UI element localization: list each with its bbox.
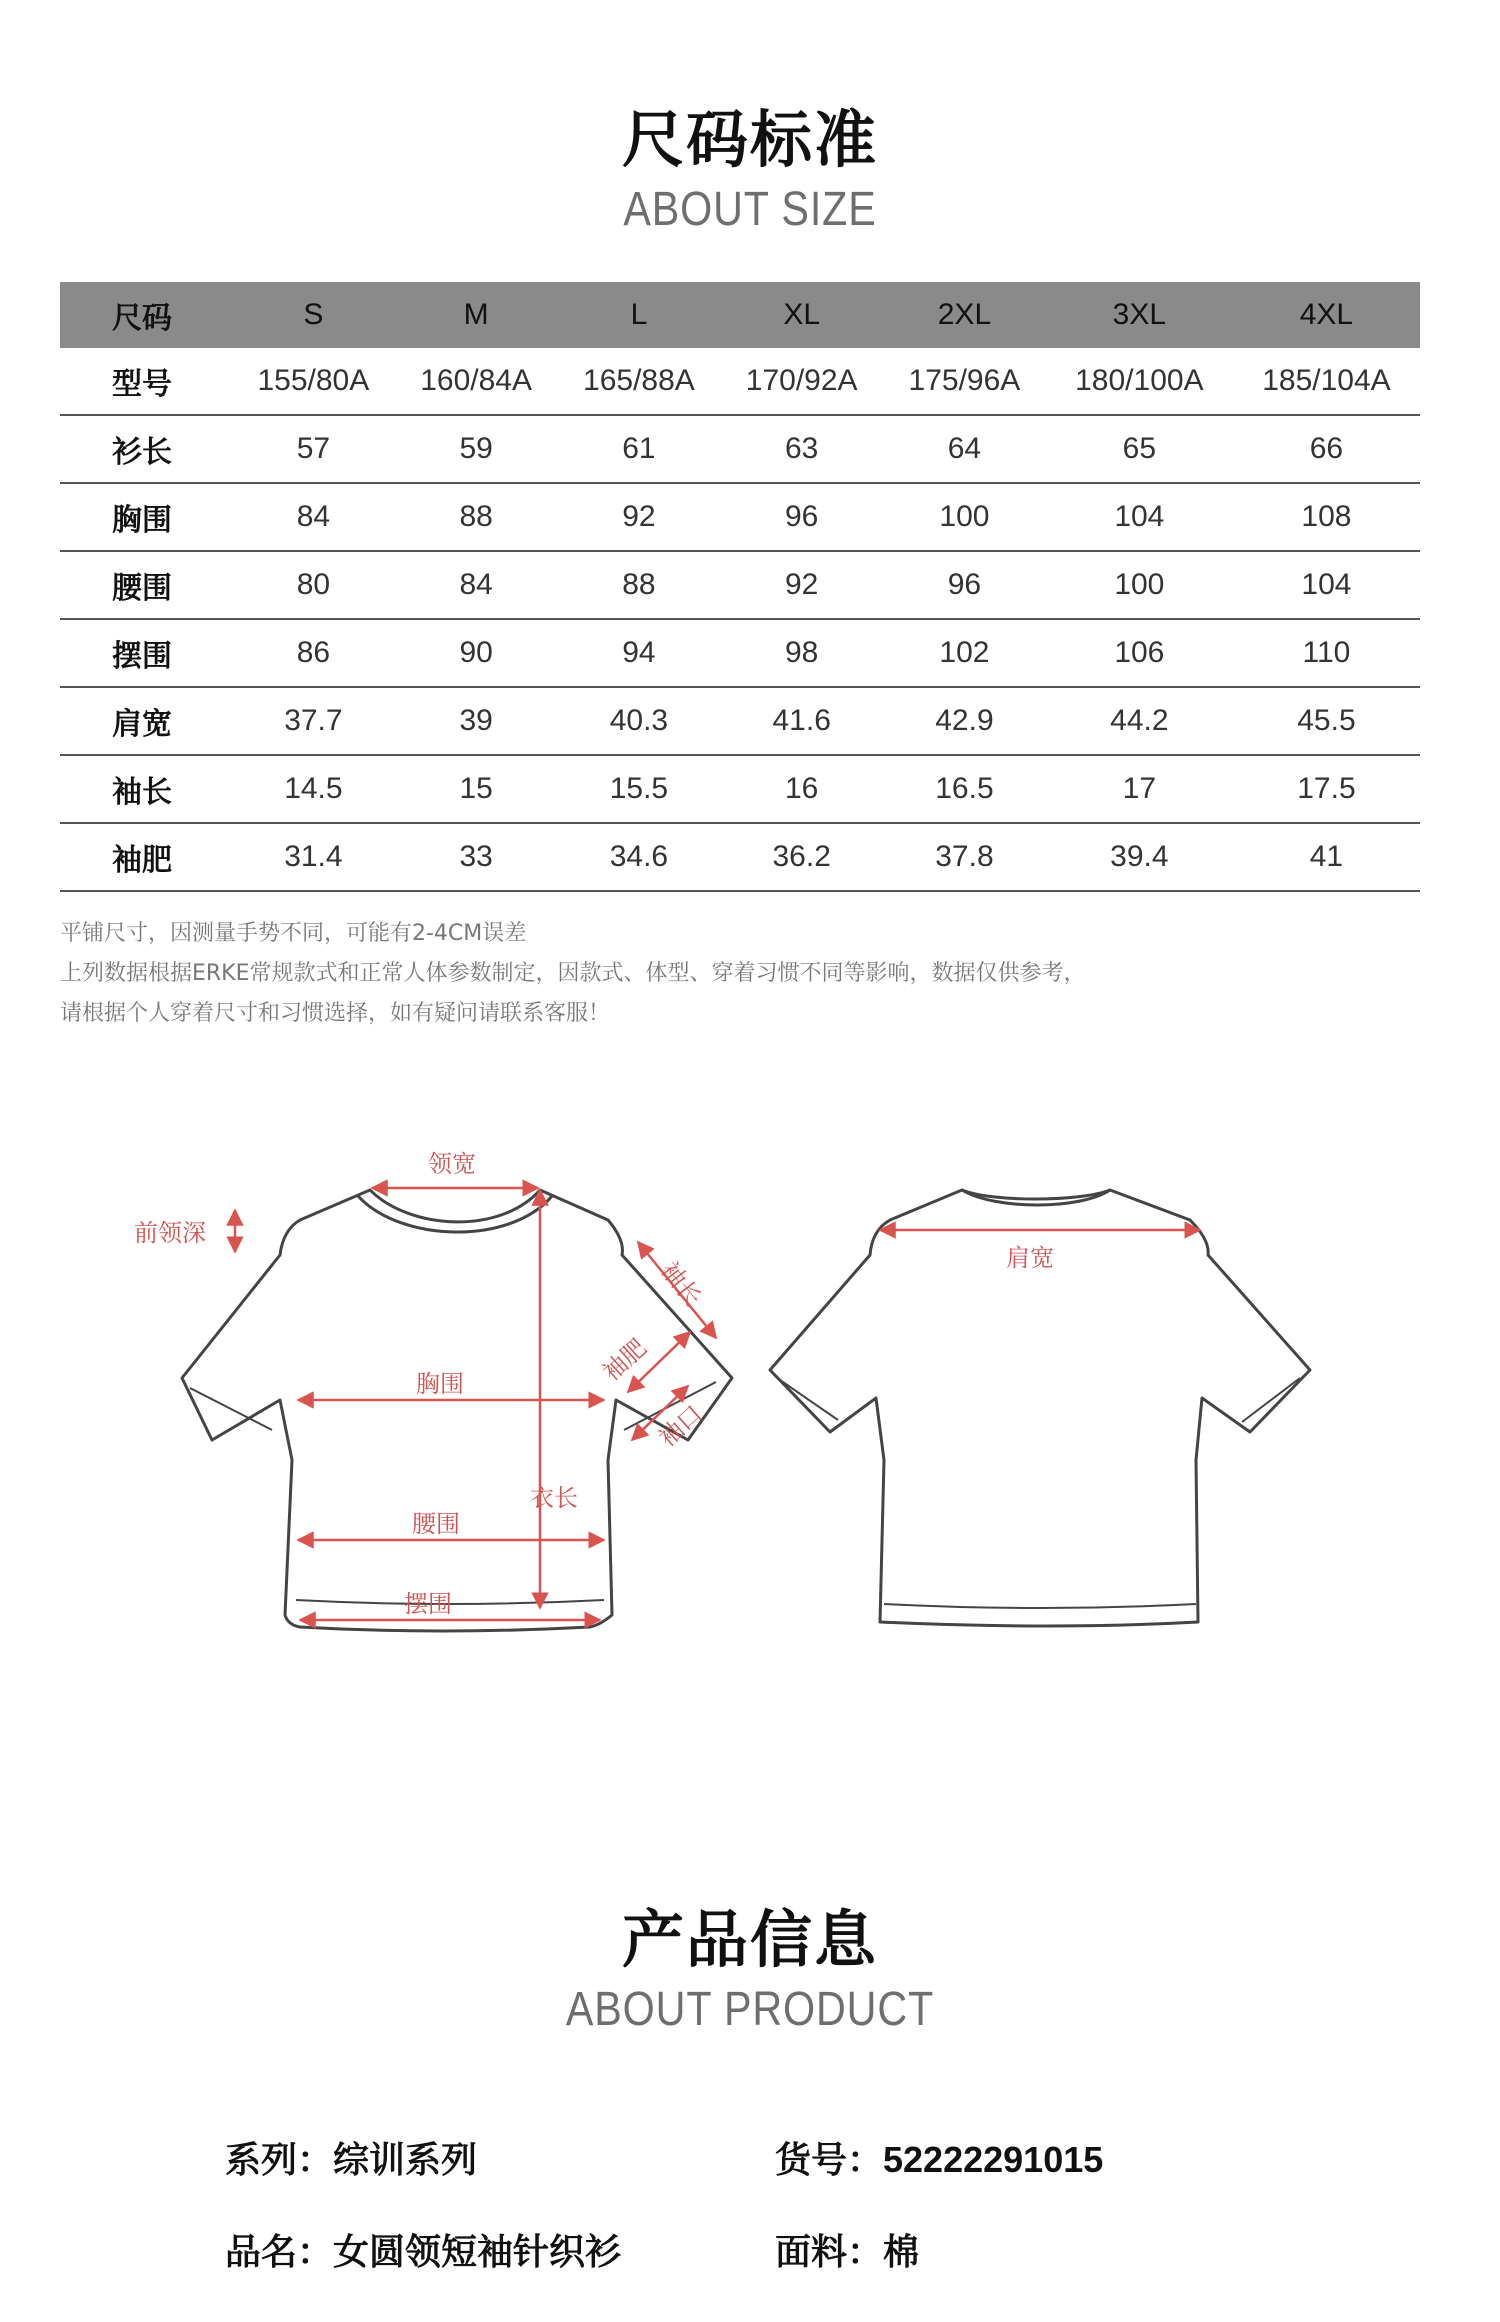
table-cell: 41: [1233, 823, 1420, 891]
table-cell: 45.5: [1233, 687, 1420, 755]
label-cuff: 袖口: [653, 1399, 708, 1453]
table-row: [60, 823, 1420, 891]
table-row: [60, 348, 1420, 415]
table-cell: 102: [883, 619, 1046, 687]
table-cell: 34.6: [558, 823, 721, 891]
table-row: [60, 619, 1420, 687]
name-label: 品名：: [225, 2232, 334, 2273]
table-cell: 110: [1233, 619, 1420, 687]
row-label: 袖长: [60, 755, 232, 823]
table-cell: 170/92A: [720, 348, 883, 415]
tshirt-measurement-diagram: [0, 1130, 1500, 1780]
table-cell: 90: [395, 619, 558, 687]
table-cell: 88: [558, 551, 721, 619]
table-cell: 42.9: [883, 687, 1046, 755]
product-section-title: 产品信息: [621, 1903, 878, 1976]
table-cell: 31.4: [232, 823, 395, 891]
size-section-title: 尺码标准: [621, 103, 878, 176]
size-table-header: [60, 282, 1420, 348]
header-cell: XL: [720, 282, 883, 348]
table-row: [60, 551, 1420, 619]
table-cell: 17.5: [1233, 755, 1420, 823]
table-cell: 96: [720, 483, 883, 551]
row-label: 胸围: [60, 483, 232, 551]
table-row: [60, 415, 1420, 483]
size-section-subtitle: ABOUT SIZE: [623, 183, 877, 236]
table-cell: 37.7: [232, 687, 395, 755]
label-sleeve-width: 袖肥: [597, 1333, 652, 1387]
table-cell: 84: [232, 483, 395, 551]
table-cell: 57: [232, 415, 395, 483]
item-no-value: 52222291015: [883, 2139, 1104, 2180]
table-cell: 15.5: [558, 755, 721, 823]
table-cell: 14.5: [232, 755, 395, 823]
table-cell: 92: [720, 551, 883, 619]
table-cell: 15: [395, 755, 558, 823]
table-cell: 66: [1233, 415, 1420, 483]
table-cell: 80: [232, 551, 395, 619]
table-cell: 108: [1233, 483, 1420, 551]
table-cell: 36.2: [720, 823, 883, 891]
table-cell: 33: [395, 823, 558, 891]
fabric-label: 面料：: [775, 2232, 884, 2273]
product-series: [225, 2132, 477, 2183]
table-cell: 64: [883, 415, 1046, 483]
product-fabric: [775, 2224, 919, 2275]
table-cell: 155/80A: [232, 348, 395, 415]
table-cell: 17: [1046, 755, 1233, 823]
table-cell: 104: [1233, 551, 1420, 619]
row-label: 型号: [60, 348, 232, 415]
label-shoulder: 肩宽: [1006, 1244, 1054, 1272]
table-cell: 165/88A: [558, 348, 721, 415]
table-row: [60, 687, 1420, 755]
label-chest: 胸围: [416, 1370, 464, 1398]
product-section-subtitle: ABOUT PRODUCT: [565, 1983, 935, 2036]
header-cell: M: [395, 282, 558, 348]
table-cell: 37.8: [883, 823, 1046, 891]
header-cell: 3XL: [1046, 282, 1233, 348]
label-body-length: 衣长: [530, 1484, 578, 1512]
row-label: 腰围: [60, 551, 232, 619]
note-line: 请根据个人穿着尺寸和习惯选择，如有疑问请联系客服！: [60, 1001, 611, 1026]
table-cell: 86: [232, 619, 395, 687]
table-cell: 16: [720, 755, 883, 823]
row-label: 肩宽: [60, 687, 232, 755]
note-line: 平铺尺寸，因测量手势不同，可能有2-4CM误差: [60, 921, 527, 946]
row-label: 袖肥: [60, 823, 232, 891]
table-cell: 65: [1046, 415, 1233, 483]
table-cell: 84: [395, 551, 558, 619]
header-cell: 尺码: [60, 282, 232, 348]
table-row: [60, 755, 1420, 823]
table-cell: 180/100A: [1046, 348, 1233, 415]
label-sleeve-length: 袖长: [655, 1256, 707, 1312]
label-hem: 摆围: [404, 1590, 452, 1618]
table-cell: 39.4: [1046, 823, 1233, 891]
table-row: [60, 483, 1420, 551]
size-table-body: [60, 348, 1420, 891]
table-cell: 88: [395, 483, 558, 551]
size-notes: [60, 914, 1086, 1034]
label-neck-width: 领宽: [428, 1150, 476, 1178]
name-value: 女圆领短袖针织衫: [333, 2232, 622, 2273]
series-value: 综训系列: [333, 2140, 478, 2181]
table-cell: 175/96A: [883, 348, 1046, 415]
table-cell: 94: [558, 619, 721, 687]
table-cell: 100: [883, 483, 1046, 551]
table-cell: 104: [1046, 483, 1233, 551]
header-cell: 4XL: [1233, 282, 1420, 348]
label-waist: 腰围: [412, 1510, 460, 1538]
table-cell: 39: [395, 687, 558, 755]
table-cell: 106: [1046, 619, 1233, 687]
size-table: [60, 282, 1420, 892]
row-label: 衫长: [60, 415, 232, 483]
table-cell: 44.2: [1046, 687, 1233, 755]
product-item-number: [775, 2132, 1103, 2183]
table-cell: 98: [720, 619, 883, 687]
table-cell: 185/104A: [1233, 348, 1420, 415]
table-cell: 40.3: [558, 687, 721, 755]
table-cell: 63: [720, 415, 883, 483]
header-cell: S: [232, 282, 395, 348]
table-cell: 59: [395, 415, 558, 483]
table-cell: 100: [1046, 551, 1233, 619]
table-cell: 16.5: [883, 755, 1046, 823]
table-cell: 96: [883, 551, 1046, 619]
product-name: [225, 2224, 621, 2275]
label-front-neck-depth: 前领深: [134, 1219, 206, 1247]
table-cell: 41.6: [720, 687, 883, 755]
table-cell: 160/84A: [395, 348, 558, 415]
table-cell: 92: [558, 483, 721, 551]
series-label: 系列：: [225, 2140, 334, 2181]
table-cell: 61: [558, 415, 721, 483]
header-cell: L: [558, 282, 721, 348]
header-cell: 2XL: [883, 282, 1046, 348]
fabric-value: 棉: [883, 2232, 920, 2273]
note-line: 上列数据根据ERKE常规款式和正常人体参数制定，因款式、体型、穿着习惯不同等影响，数据仅供参考，: [60, 961, 1086, 986]
item-no-label: 货号：: [775, 2140, 884, 2181]
row-label: 摆围: [60, 619, 232, 687]
